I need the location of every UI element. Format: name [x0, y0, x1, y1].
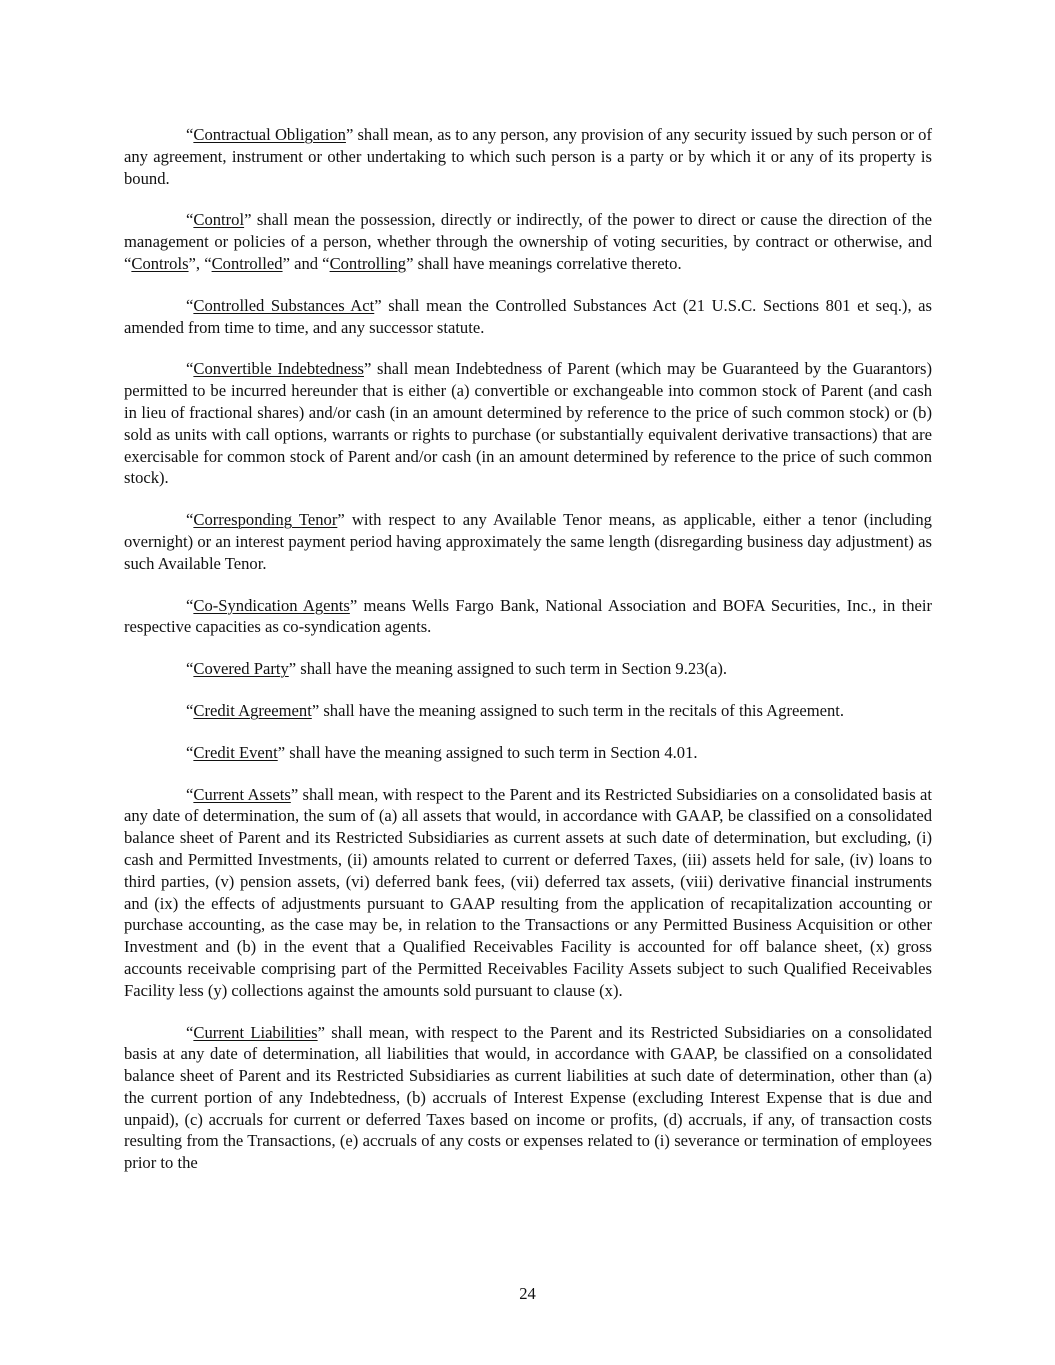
definition-control: [124, 209, 932, 274]
defined-term: Convertible Indebtedness: [193, 359, 364, 379]
definition-current-liabilities: [124, 1022, 932, 1175]
definition-text: ” with respect to any Available Tenor means, as applicable, either a tenor (including overnight) or an interest payment period having approximately the same length (disregarding business day adjustment) as such Available Tenor.: [124, 510, 932, 573]
definition-corresponding-tenor: [124, 509, 932, 574]
definition-text: ” shall mean Indebtedness of Parent (which may be Guaranteed by the Guarantors) permitted to be incurred hereunder that is either (a) convertible or exchangeable into common stock of Parent (and cash in lieu of fractional shares) and/or cash (in an amount determined by reference to the price of such common stock) or (b) sold as units with call options, warrants or rights to purchase (or substantially equivalent derivative transactions) that are exercisable for common stock of Parent and/or cash (in an amount determined by reference to the price of such common stock).: [124, 359, 932, 488]
open-quote: “: [186, 784, 194, 804]
open-quote: “: [186, 595, 194, 615]
definition-text: ” shall mean the possession, directly or indirectly, of the power to direct or cause the direction of the management or policies of a person, whether through the ownership of voting securities, by contract or otherwise, and “: [124, 210, 932, 273]
open-quote: “: [186, 1022, 194, 1042]
definition-text: ” shall have the meaning assigned to such term in Section 9.23(a).: [288, 659, 728, 679]
defined-term-controls: Controls: [131, 253, 189, 273]
definition-convertible-indebtedness: [124, 358, 932, 489]
open-quote: “: [186, 125, 194, 144]
document-body: [124, 124, 932, 1194]
defined-term: Credit Event: [193, 742, 278, 762]
definition-text: ” shall mean the Controlled Substances Act (21 U.S.C. Sections 801 et seq.), as amended from time to time, and any successor statute.: [124, 295, 932, 337]
defined-term: Controlled Substances Act: [193, 295, 375, 315]
open-quote: “: [186, 742, 194, 762]
definition-text: ” shall have the meaning assigned to such term in Section 4.01.: [277, 742, 698, 762]
defined-term-controlled: Controlled: [211, 253, 283, 273]
definition-text: ” shall have the meaning assigned to such term in the recitals of this Agreement.: [311, 700, 845, 720]
definition-credit-agreement: [124, 700, 932, 722]
definition-text: ” shall mean, with respect to the Parent and its Restricted Subsidiaries on a consolidated basis at any date of determination, the sum of (a) all assets that would, in accordance with GAAP, be classified on a consolidated balance sheet of Parent and its Restricted Subsidiaries as current assets at such date of determination, but excluding, (i) cash and Permitted Investments, (ii) amounts related to current or deferred Taxes, (iii) assets held for sale, (iv) loans to third parties, (v) pension assets, (vi) deferred bank fees, (vii) deferred tax assets, (viii) derivative financial instruments and (ix) the effects of adjustments pursuant to GAAP resulting from the application of recapitalization accounting or purchase accounting, as the case may be, in relation to the Transactions or any Permitted Business Acquisition or other Investment and (b) in the event that a Qualified Receivables Facility is accounted for off balance sheet, (x) gross accounts receivable comprising part of the Permitted Receivables Facility Assets subject to such Qualified Receivables Facility less (y) collections against the amounts sold pursuant to clause (x).: [124, 784, 932, 1000]
open-quote: “: [186, 659, 194, 679]
open-quote: “: [186, 210, 194, 230]
open-quote: “: [186, 700, 194, 720]
definition-text: ”, “: [188, 253, 212, 273]
definition-text: ” and “: [282, 253, 330, 273]
definition-credit-event: [124, 742, 932, 764]
open-quote: “: [186, 295, 194, 315]
defined-term: Corresponding Tenor: [193, 510, 338, 530]
open-quote: “: [186, 510, 194, 530]
definition-text: ” shall have meanings correlative thereto.: [406, 253, 682, 273]
definition-covered-party: [124, 658, 932, 680]
defined-term: Covered Party: [193, 659, 289, 679]
defined-term: Co-Syndication Agents: [193, 595, 350, 615]
defined-term: Current Assets: [193, 784, 291, 804]
defined-term: Control: [193, 210, 245, 230]
definition-text: ” shall mean, as to any person, any provision of any security issued by such person or of any agreement, instrument or other undertaking to which such person is a party or by which it or any of its property is bound.: [124, 125, 932, 188]
open-quote: “: [186, 359, 194, 379]
defined-term: Credit Agreement: [193, 700, 312, 720]
definition-text: ” means Wells Fargo Bank, National Association and BOFA Securities, Inc., in their respective capacities as co-syndication agents.: [124, 595, 932, 637]
definition-contractual-obligation: [124, 124, 932, 189]
defined-term-controlling: Controlling: [329, 253, 407, 273]
page-number: 24: [519, 1284, 536, 1303]
definition-current-assets: [124, 784, 932, 1002]
definition-text: ” shall mean, with respect to the Parent and its Restricted Subsidiaries on a consolidated basis at any date of determination, all liabilities that would, in accordance with GAAP, be classified on a consolidated balance sheet of Parent and its Restricted Subsidiaries as current liabilities at such date of determination, other than (a) the current portion of any Indebtedness, (b) accruals of Interest Expense (excluding Interest Expense that is due and unpaid), (c) accruals for current or deferred Taxes based on income or profits, (d) accruals, if any, of transaction costs resulting from the Transactions, (e) accruals of any costs or expenses related to (i) severance or termination of employees prior to the: [124, 1022, 932, 1173]
defined-term: Contractual Obligation: [193, 125, 346, 144]
definition-co-syndication-agents: [124, 595, 932, 639]
definition-controlled-substances-act: [124, 295, 932, 339]
defined-term: Current Liabilities: [193, 1022, 318, 1042]
